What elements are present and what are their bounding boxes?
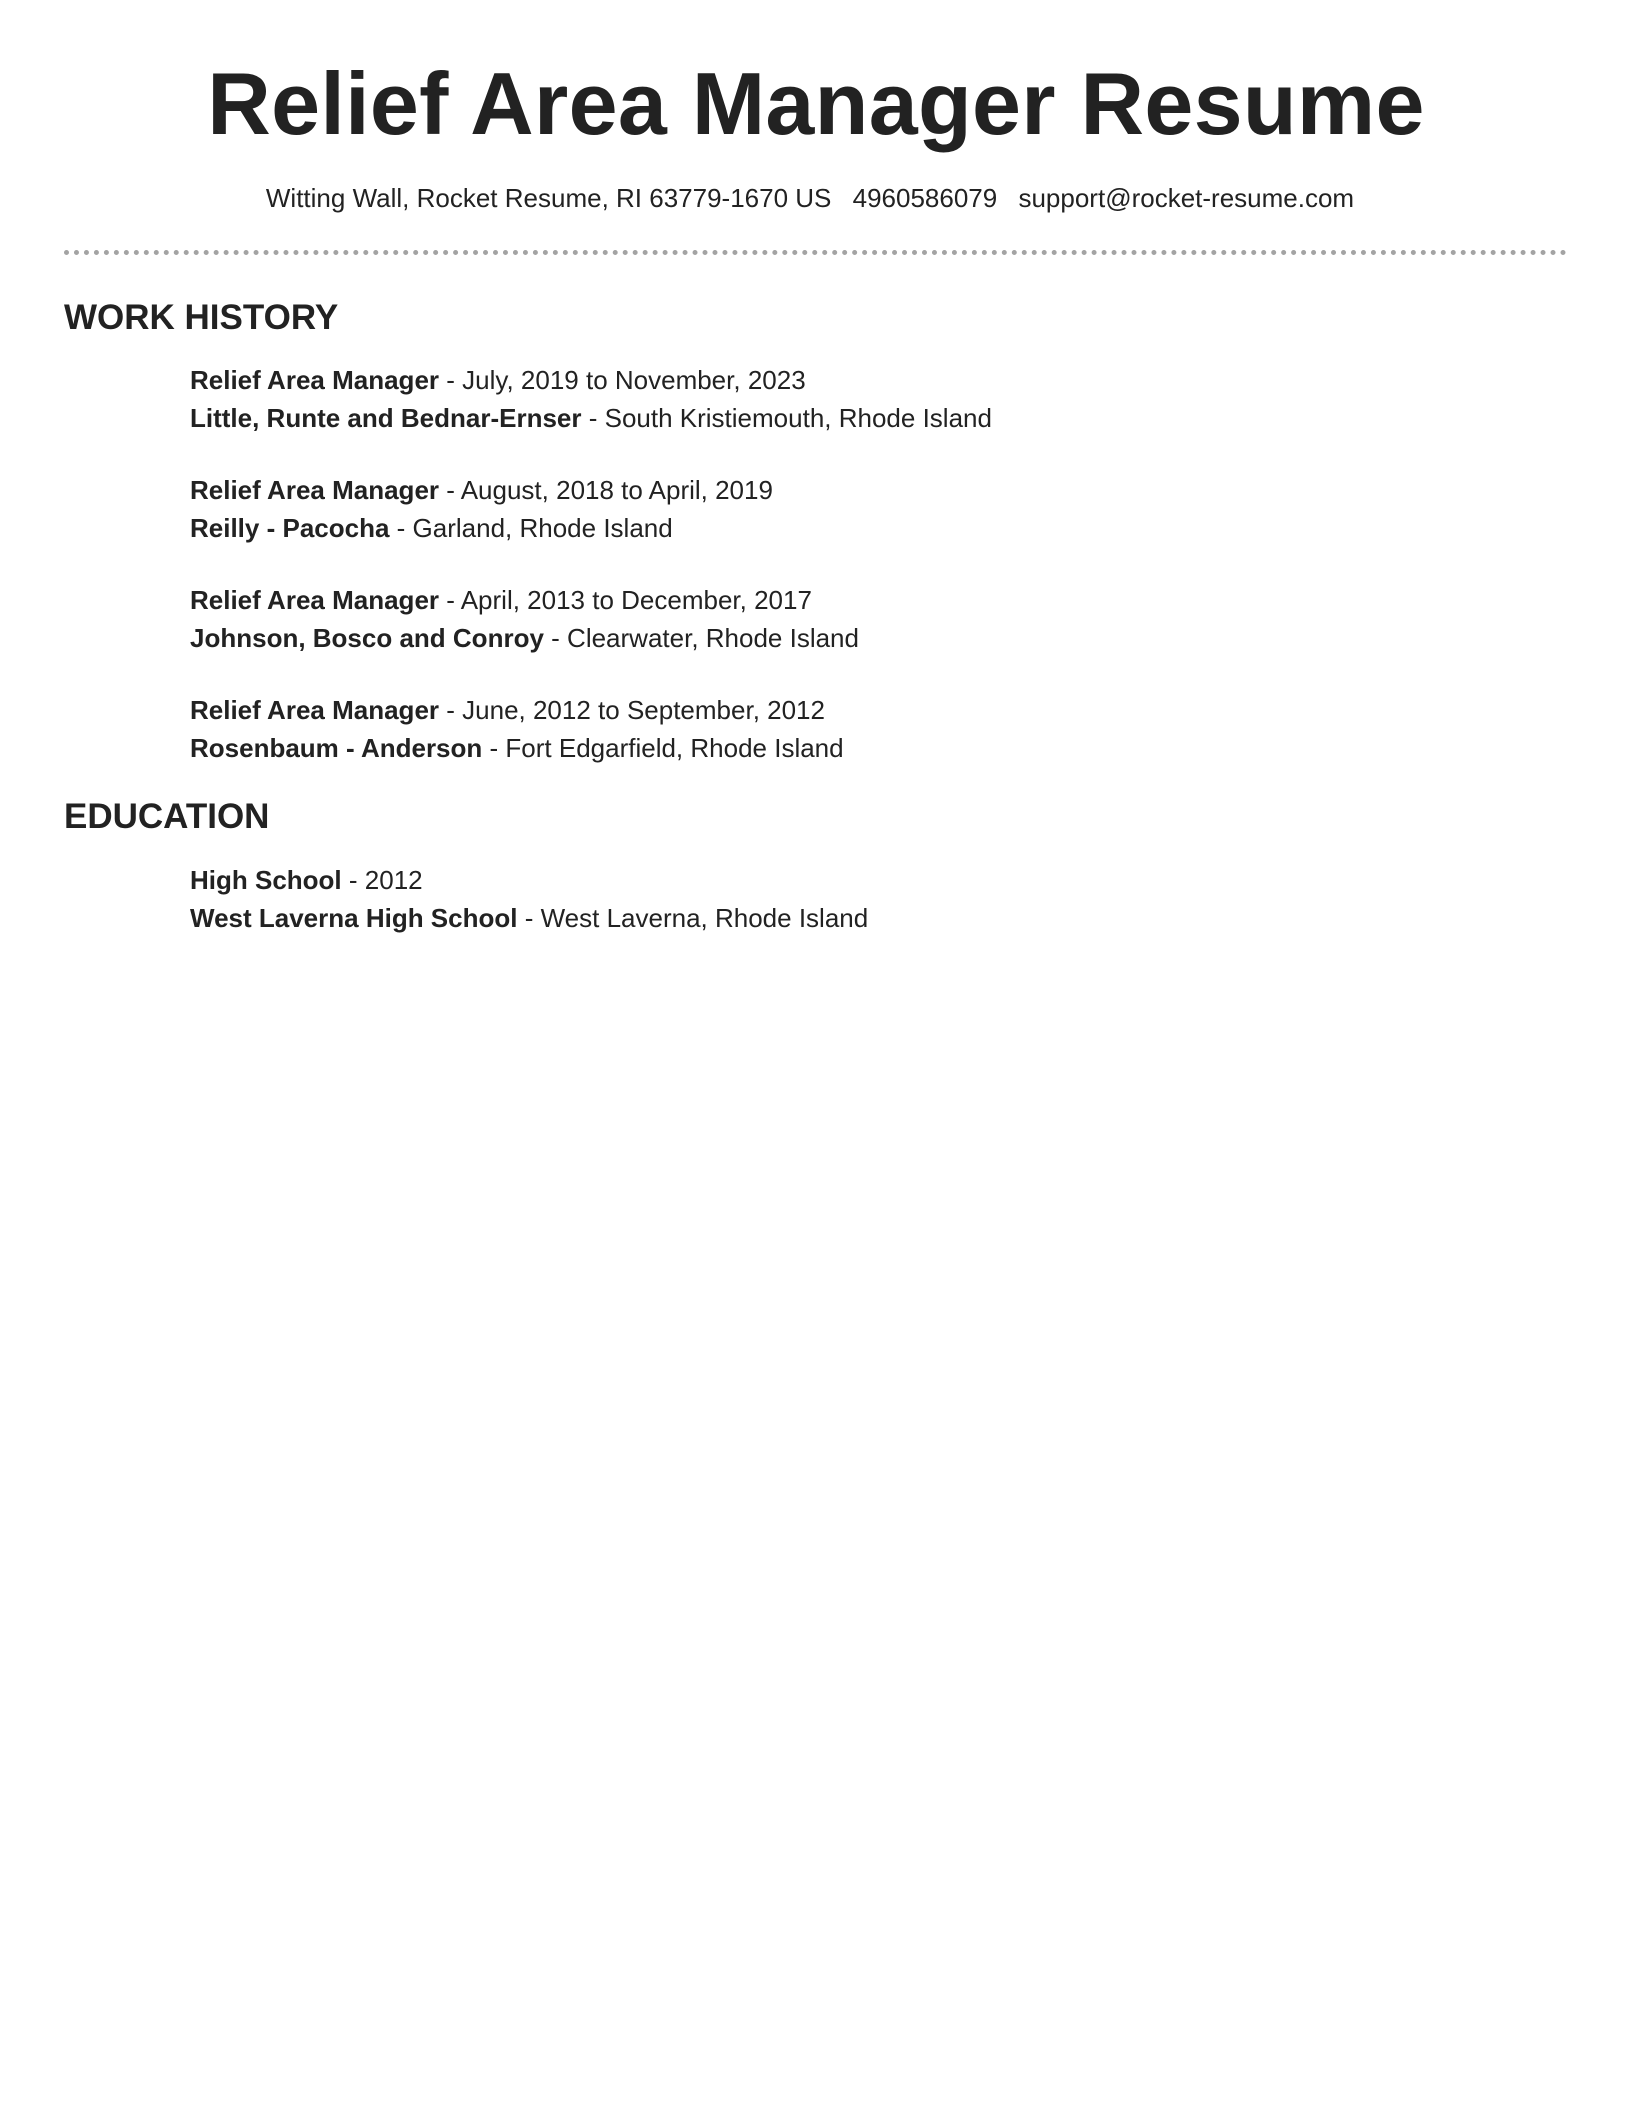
work-entry [190,471,1490,547]
work-position: Relief Area Manager [190,585,440,615]
education-entry-degree-line [190,861,1490,899]
work-company: Reilly - Pacocha [190,513,390,543]
work-history-list [190,361,1490,767]
work-company: Johnson, Bosco and Conroy [190,623,544,653]
education-entry-school-line [190,899,1490,937]
education-heading: EDUCATION [64,797,270,836]
education-location: - West Laverna, Rhode Island [524,903,869,933]
header-divider [64,250,1567,255]
resume-title: Relief Area Manager Resume [207,54,1425,153]
work-position: Relief Area Manager [190,475,440,505]
work-location: - Garland, Rhode Island [396,513,673,543]
work-company: Little, Runte and Bednar-Ernser [190,403,582,433]
work-entry-title-line [190,581,1490,619]
work-entry-company-line [190,509,1490,547]
work-location: - Fort Edgarfield, Rhode Island [489,733,844,763]
work-entry-title-line [190,471,1490,509]
education-year: - 2012 [348,865,423,895]
work-entry [190,581,1490,657]
work-location: - Clearwater, Rhode Island [551,623,859,653]
work-history-heading: WORK HISTORY [64,298,339,337]
work-dates: - August, 2018 to April, 2019 [446,475,773,505]
contact-phone: 4960586079 [852,183,998,213]
work-dates: - April, 2013 to December, 2017 [446,585,812,615]
work-entry-title-line [190,691,1490,729]
work-entry-company-line [190,729,1490,767]
work-position: Relief Area Manager [190,695,440,725]
work-entry-company-line [190,619,1490,657]
work-location: - South Kristiemouth, Rhode Island [588,403,992,433]
work-entry-company-line [190,399,1490,437]
work-dates: - July, 2019 to November, 2023 [446,365,806,395]
work-position: Relief Area Manager [190,365,440,395]
contact-address: Witting Wall, Rocket Resume, RI 63779-1670 US [265,183,832,213]
work-entry [190,691,1490,767]
work-company: Rosenbaum - Anderson [190,733,483,763]
work-entry-title-line [190,361,1490,399]
education-degree: High School [190,865,342,895]
work-dates: - June, 2012 to September, 2012 [446,695,825,725]
education-list [190,861,1490,937]
education-school: West Laverna High School [190,903,518,933]
education-entry [190,861,1490,937]
contact-line [0,180,1620,216]
work-entry [190,361,1490,437]
contact-email: support@rocket-resume.com [1018,183,1355,213]
